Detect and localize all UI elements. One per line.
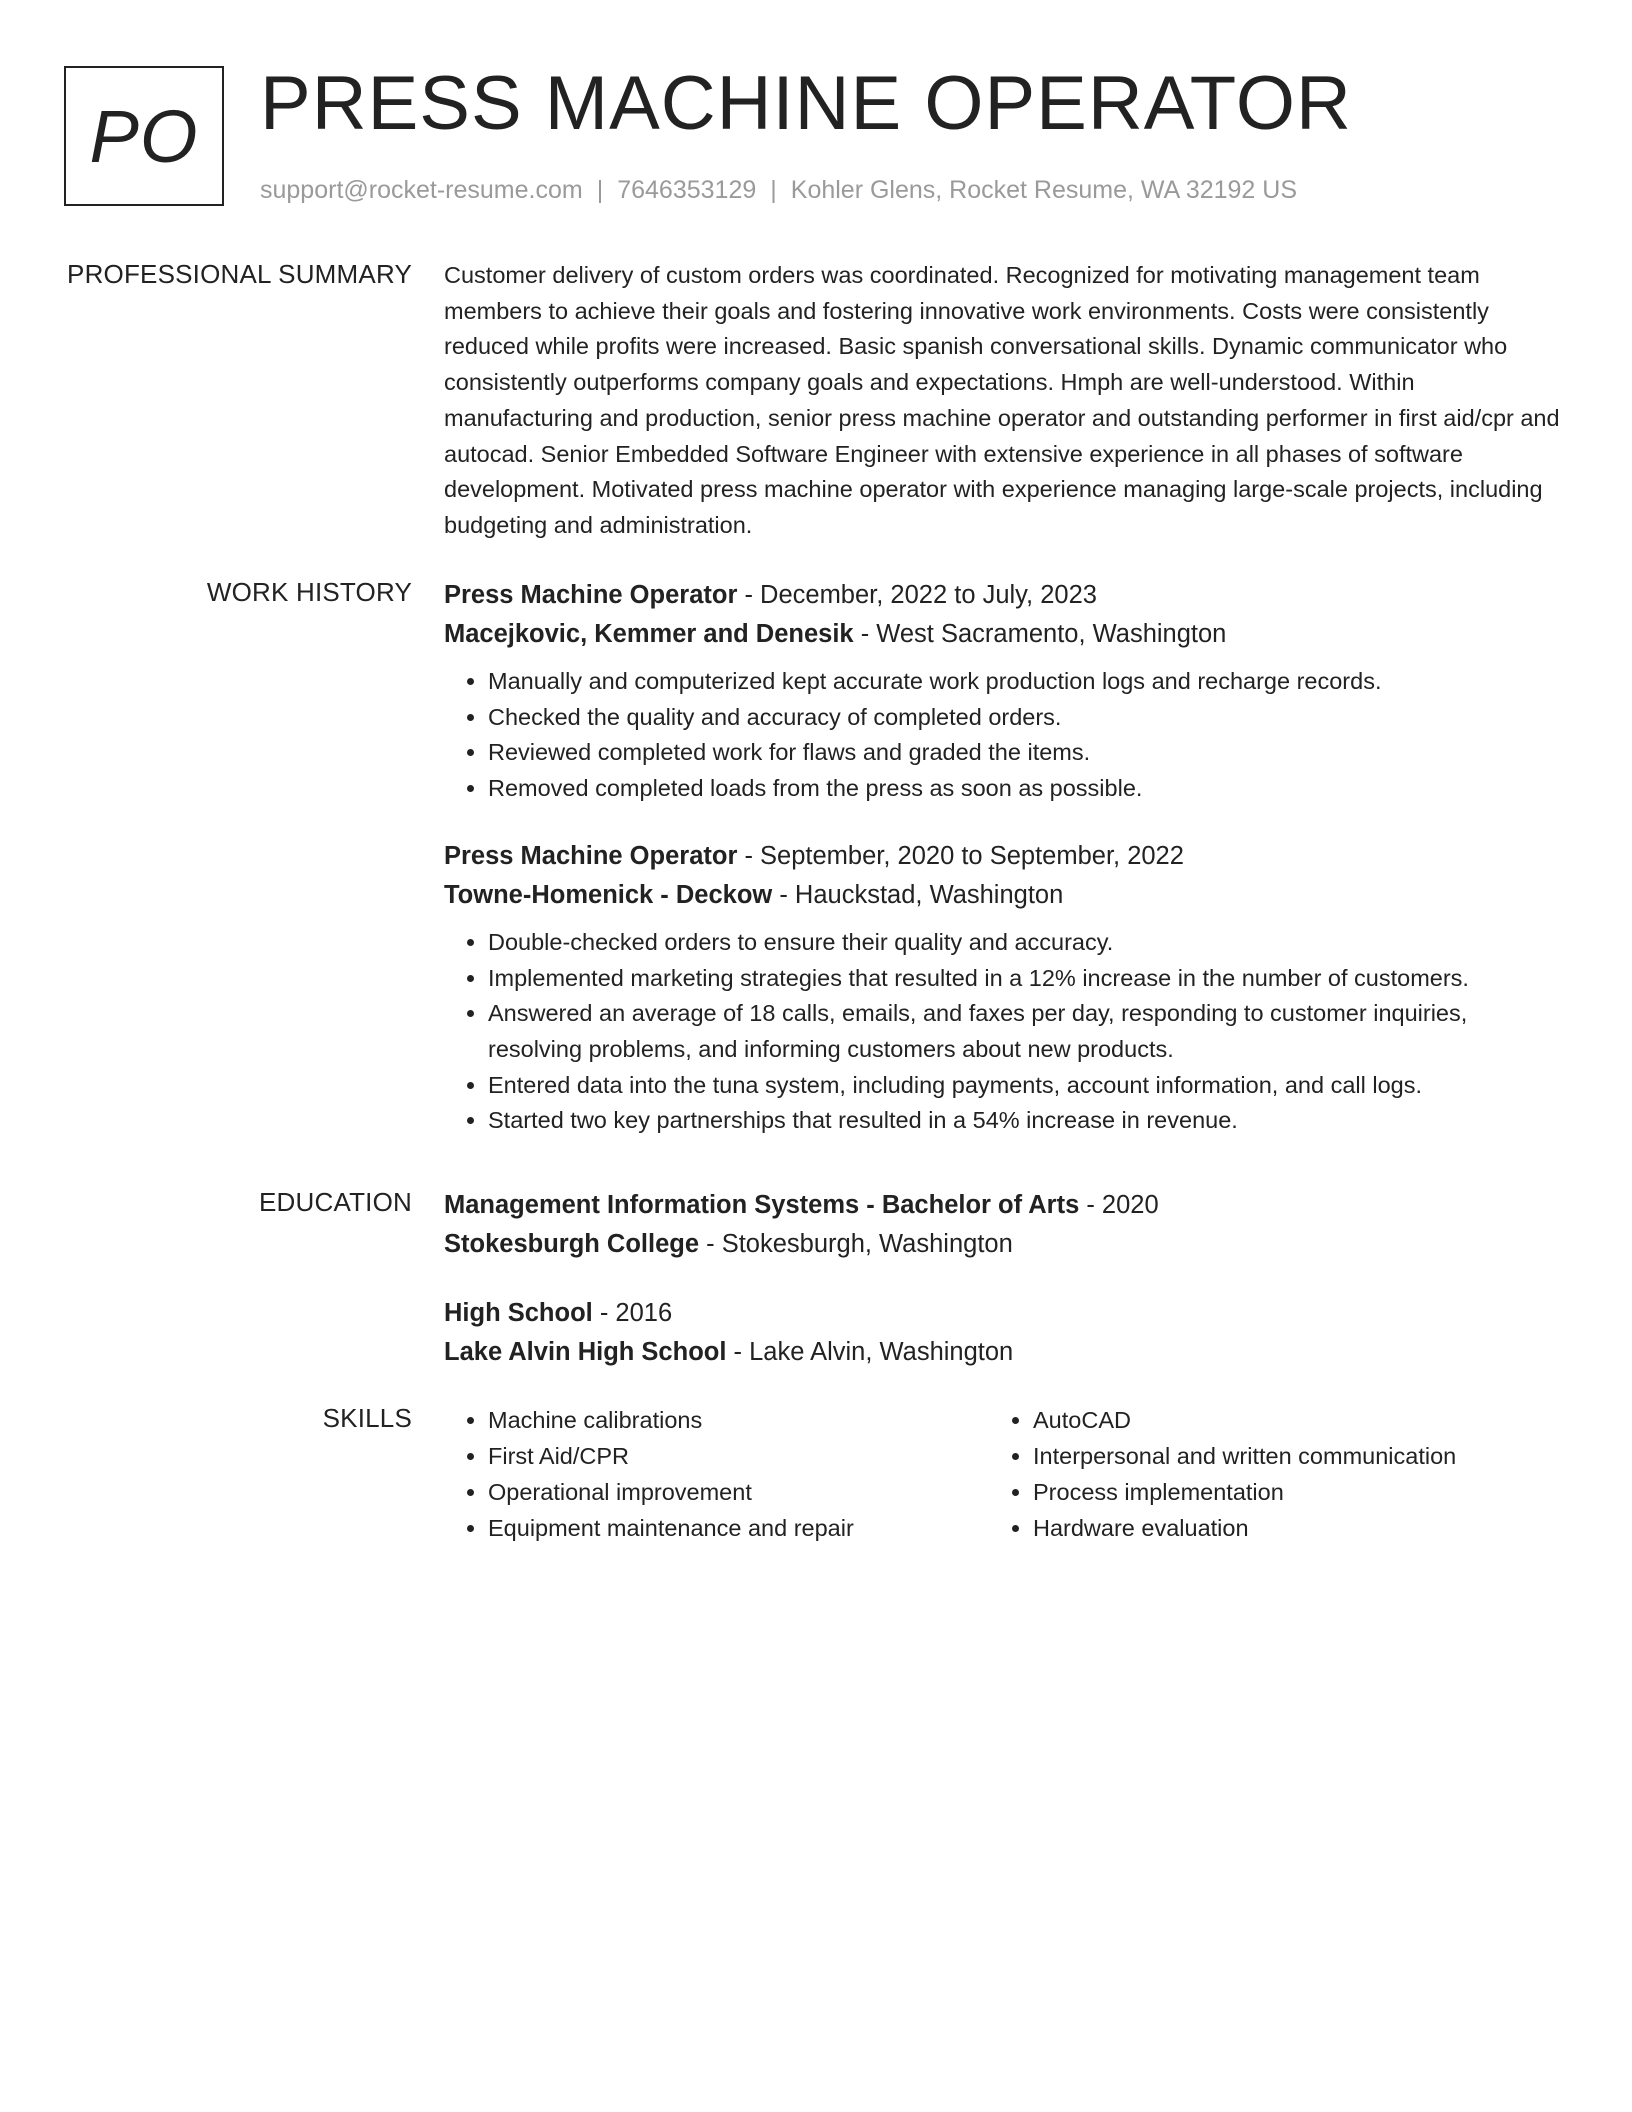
education-year: - 2020 [1079, 1191, 1159, 1219]
job-title-line [444, 576, 1564, 615]
skill-item: • Equipment maintenance and repair [488, 1510, 989, 1546]
contact-phone: 7646353129 [617, 176, 757, 204]
list-item: • Double-checked orders to ensure their quality and accuracy. [488, 925, 1564, 961]
skill-item: • First Aid/CPR [488, 1438, 989, 1474]
list-item: • Implemented marketing strategies that resulted in a 12% increase in the number of customers. [488, 961, 1564, 997]
education-school-line [444, 1333, 1564, 1372]
list-item: • Reviewed completed work for flaws and graded the items. [488, 735, 1564, 771]
job-bullets [444, 925, 1564, 1139]
education-school-line [444, 1225, 1564, 1264]
education-year: - 2016 [592, 1299, 673, 1327]
job-title: Press Machine Operator [444, 841, 738, 870]
job-company-line [444, 876, 1564, 915]
list-item: • Removed completed loads from the press as soon as possible. [488, 771, 1564, 807]
list-item: • Started two key partnerships that resulted in a 54% increase in revenue. [488, 1103, 1564, 1139]
contact-separator: | [596, 176, 604, 204]
education-location: - Stokesburgh, Washington [699, 1230, 1013, 1258]
skill-item: • Interpersonal and written communication [1033, 1438, 1534, 1474]
contact-line [260, 174, 1297, 207]
job-dates: - September, 2020 to September, 2022 [737, 841, 1184, 870]
contact-separator: | [770, 176, 777, 204]
candidate-title: PRESS MACHINE OPERATOR [260, 61, 1352, 146]
job-company-line [444, 615, 1564, 654]
skill-item: • Process implementation [1033, 1474, 1534, 1510]
job-location: - Hauckstad, Washington [772, 880, 1064, 909]
list-item: • Entered data into the tuna system, including payments, account information, and call logs. [488, 1068, 1564, 1104]
job-location: - West Sacramento, Washington [853, 620, 1227, 648]
job-company: Towne-Homenick - Deckow [444, 880, 773, 909]
skill-item: • Operational improvement [488, 1474, 989, 1510]
section-label-work: WORK HISTORY [206, 577, 412, 607]
job-company: Macejkovic, Kemmer and Denesik [444, 620, 854, 648]
skill-item: • AutoCAD [1033, 1402, 1534, 1438]
education-degree: Management Information Systems - Bachelor of Arts [444, 1191, 1080, 1219]
education-school: Stokesburgh College [444, 1230, 700, 1258]
job-bullets [444, 664, 1564, 807]
contact-address: Kohler Glens, Rocket Resume, WA 32192 US [790, 176, 1298, 204]
section-label-summary: PROFESSIONAL SUMMARY [67, 259, 412, 289]
skills-column-left [444, 1402, 989, 1546]
summary-text: Customer delivery of custom orders was coordinated. Recognized for motivating management team members to achieve their goals and fostering innovative work environments. Costs were consistently reduced while profits were increased. Basic spanish conversational skills. Dynamic communicator who consistently outperforms company goals and expectations. Hmph are well-understood. Within manufacturing and production, senior press machine operator and outstanding performer in first aid/cpr and autocad. Senior Embedded Software Engineer with extensive experience in all phases of software development. Motivated press machine operator with experience managing large-scale projects, including budgeting and administration. [444, 262, 1560, 538]
job-entry [444, 837, 1564, 1139]
skill-item: • Machine calibrations [488, 1402, 989, 1438]
resume-header [64, 61, 1584, 210]
education-degree: High School [444, 1299, 593, 1327]
job-title: Press Machine Operator [444, 581, 738, 609]
education-entry [444, 1294, 1564, 1372]
education-degree-line [444, 1294, 1564, 1333]
skill-item: • Hardware evaluation [1033, 1510, 1534, 1546]
job-title-line [444, 837, 1564, 876]
skills-grid [444, 1402, 1564, 1546]
education-entry [444, 1186, 1564, 1264]
section-label-education: EDUCATION [259, 1187, 412, 1217]
contact-email: support@rocket-resume.com [260, 176, 583, 204]
education-location: - Lake Alvin, Washington [726, 1338, 1014, 1366]
list-item: • Manually and computerized kept accurate work production logs and recharge records. [488, 664, 1564, 700]
list-item: • Checked the quality and accuracy of completed orders. [488, 700, 1564, 736]
education-school: Lake Alvin High School [444, 1338, 727, 1366]
job-entry [444, 576, 1564, 807]
monogram: PO [64, 66, 224, 206]
section-label-skills: SKILLS [322, 1403, 412, 1433]
education-degree-line [444, 1186, 1564, 1225]
skills-column-right [989, 1402, 1534, 1546]
job-dates: - December, 2022 to July, 2023 [737, 581, 1097, 609]
list-item: • Answered an average of 18 calls, emails, and faxes per day, responding to customer inquiries, resolving problems, and informing customers about new products. [488, 996, 1564, 1067]
